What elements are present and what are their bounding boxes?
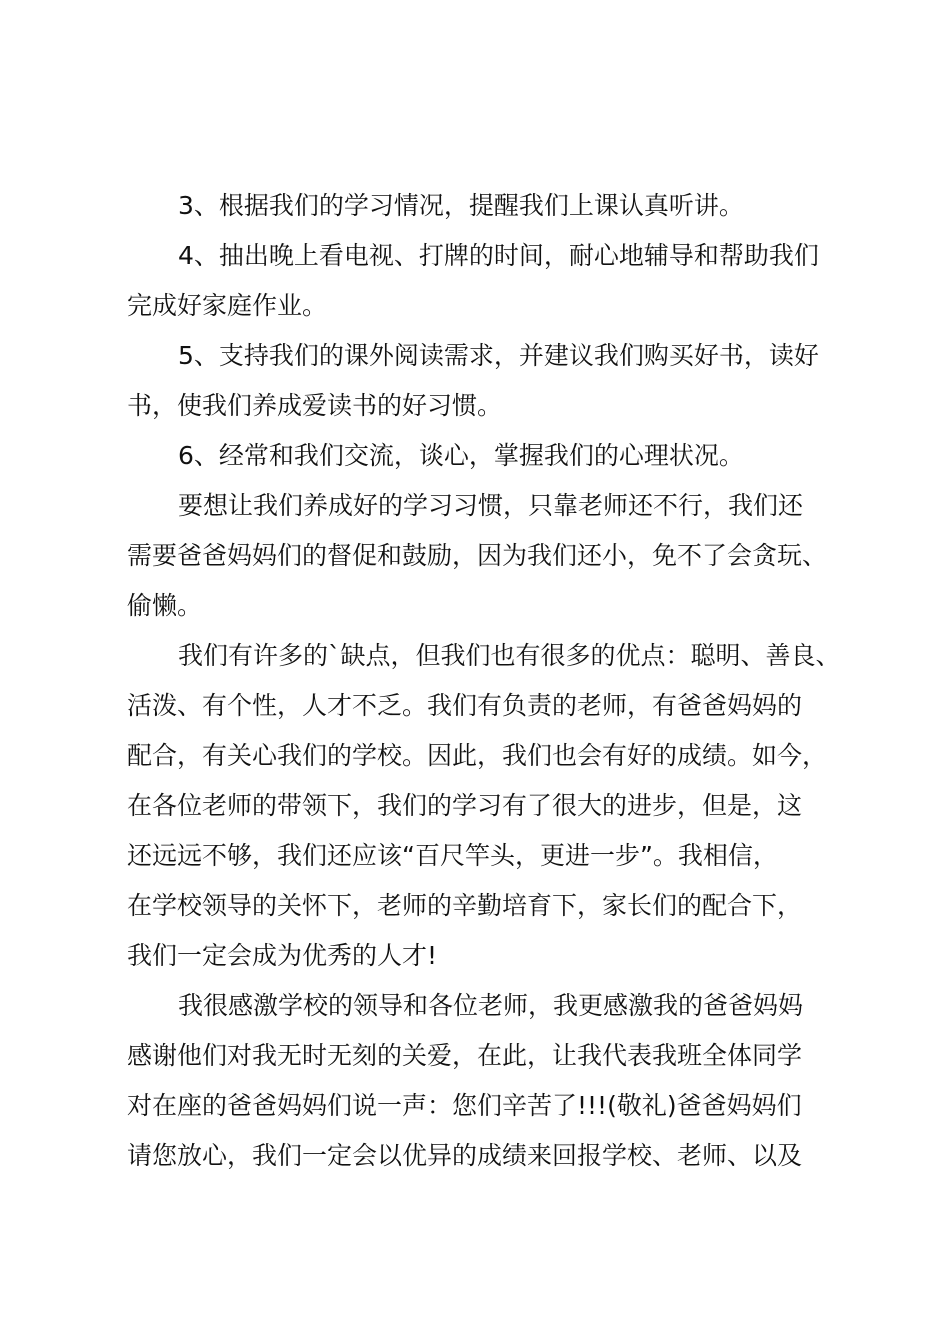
text-line: 6、经常和我们交流，谈心，掌握我们的心理状况。 [178, 441, 744, 470]
text-line: 请您放心，我们一定会以优异的成绩来回报学校、老师、以及 [127, 1141, 803, 1170]
text-line: 感谢他们对我无时无刻的关爱，在此，让我代表我班全体同学 [127, 1041, 803, 1070]
text-line: 4、抽出晚上看电视、打牌的时间，耐心地辅导和帮助我们 [178, 241, 819, 270]
text-line: 3、根据我们的学习情况，提醒我们上课认真听讲。 [178, 191, 744, 220]
text-line: 配合，有关心我们的学校。因此，我们也会有好的成绩。如今， [127, 741, 828, 770]
text-line: 我很感激学校的领导和各位老师，我更感激我的爸爸妈妈 [178, 991, 804, 1020]
text-line: 需要爸爸妈妈们的督促和鼓励，因为我们还小，免不了会贪玩、 [127, 541, 828, 570]
text-line: 我们有许多的`缺点，但我们也有很多的优点：聪明、善良、 [178, 641, 841, 670]
text-line: 对在座的爸爸妈妈们说一声：您们辛苦了!!!(敬礼)爸爸妈妈们 [127, 1091, 802, 1120]
text-line: 5、支持我们的课外阅读需求，并建议我们购买好书，读好 [178, 341, 819, 370]
document-body [127, 181, 847, 1181]
text-line: 书，使我们养成爱读书的好习惯。 [127, 391, 503, 420]
text-line: 在各位老师的带领下，我们的学习有了很大的进步，但是，这 [127, 791, 803, 820]
text-line: 完成好家庭作业。 [127, 291, 328, 320]
text-line: 活泼、有个性，人才不乏。我们有负责的老师，有爸爸妈妈的 [127, 691, 803, 720]
text-line: 偷懒。 [127, 591, 203, 620]
text-line: 还远远不够，我们还应该“百尺竿头，更进一步”。我相信， [127, 841, 778, 870]
text-line: 在学校领导的关怀下，老师的辛勤培育下，家长们的配合下， [127, 891, 803, 920]
text-line: 要想让我们养成好的学习习惯，只靠老师还不行，我们还 [178, 491, 804, 520]
text-line: 我们一定会成为优秀的人才! [127, 941, 438, 970]
